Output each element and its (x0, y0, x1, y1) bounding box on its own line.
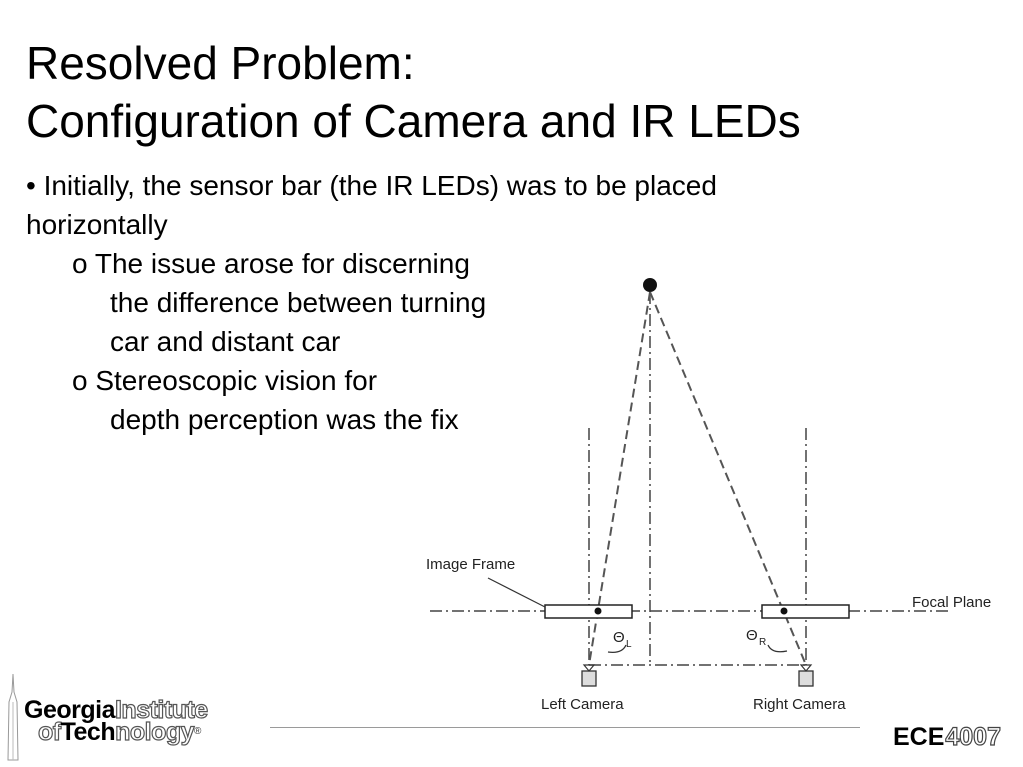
theta-right-subscript: R (759, 637, 767, 648)
georgia-tech-logo (0, 670, 290, 767)
image-frame-label: Image Frame (426, 556, 516, 573)
course-label (893, 723, 1001, 752)
left-image-point (595, 608, 602, 615)
sub-bullet-1-line-2: the difference between turning (110, 287, 487, 318)
right-camera-body (799, 671, 813, 686)
focal-plane-label: Focal Plane (912, 594, 992, 611)
theta-left-arc (608, 645, 626, 652)
left-camera-label: Left Camera (541, 696, 624, 713)
footer-divider (270, 727, 860, 728)
bullet-main-line-2: horizontally (26, 209, 168, 240)
slide-title-line-1: Resolved Problem: (26, 37, 415, 89)
sub-bullet-2-line-2: depth perception was the fix (110, 404, 459, 435)
image-frame-leader (488, 578, 545, 607)
sub-bullet-1-line-1: o The issue arose for discerning (72, 248, 470, 279)
slide-title-line-2: Configuration of Camera and IR LEDs (26, 95, 801, 147)
sub-bullet-1-line-3: car and distant car (110, 326, 341, 357)
theta-right-symbol: Θ (746, 627, 758, 644)
tech-tower-icon (2, 672, 24, 762)
course-number: 4007 (945, 723, 1001, 751)
bullet-main-line-1: • Initially, the sensor bar (the IR LEDs) was to be placed (26, 170, 717, 201)
right-image-frame (762, 605, 849, 618)
logo-of: of (38, 718, 61, 746)
logo-tech: Tech (60, 718, 116, 746)
left-image-frame (545, 605, 632, 618)
theta-left-symbol: Θ (613, 629, 625, 646)
course-prefix: ECE (892, 723, 945, 751)
ir-led-target (643, 278, 657, 292)
theta-left-subscript: L (626, 639, 632, 650)
logo-line-2 (38, 719, 201, 745)
sub-bullet-2-line-1: o Stereoscopic vision for (72, 365, 378, 396)
logo-georgia: Georgia (24, 696, 115, 724)
left-camera-lens (584, 665, 594, 671)
right-image-point (781, 608, 788, 615)
right-camera-label: Right Camera (753, 696, 846, 713)
logo-registered-mark: ® (194, 726, 201, 737)
logo-nology: nology (115, 718, 195, 746)
right-camera-lens (801, 665, 811, 671)
logo-institute: Institute (114, 696, 208, 724)
theta-right-arc (768, 645, 787, 652)
left-camera-body (582, 671, 596, 686)
